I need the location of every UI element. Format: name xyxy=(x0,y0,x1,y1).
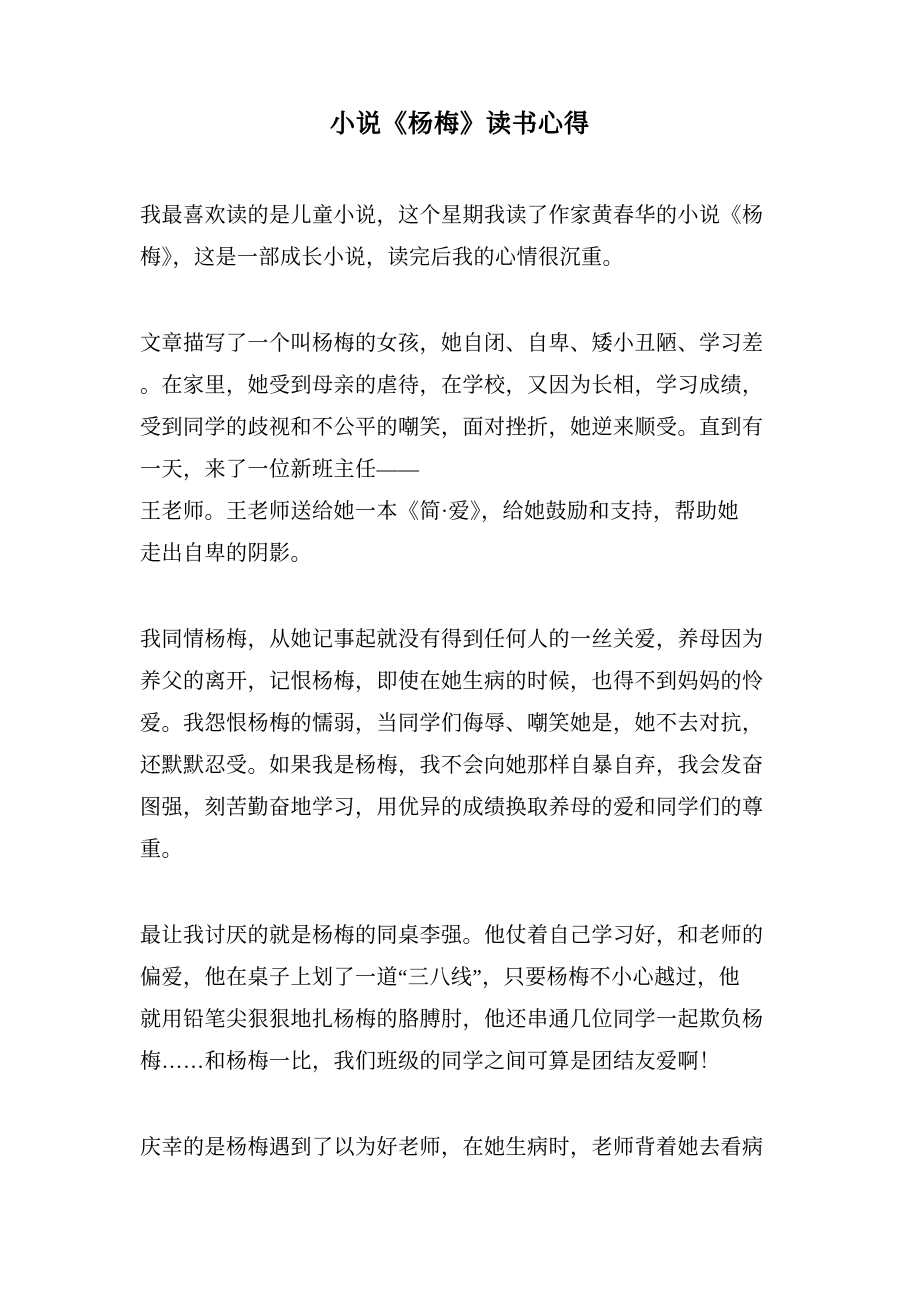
text-line: 梅……和杨梅一比，我们班级的同学之间可算是团结友爱啊！ xyxy=(140,1049,721,1073)
text-line: 养父的离开，记恨杨梅，即使在她生病的时候，也得不到妈妈的怜 xyxy=(140,669,764,693)
document-body xyxy=(140,194,800,1212)
paragraph xyxy=(140,914,800,1082)
text-line: 重。 xyxy=(140,837,183,861)
text-line: 。在家里，她受到母亲的虐待，在学校，又因为长相，学习成绩， xyxy=(140,373,764,397)
text-line: 还默默忍受。如果我是杨梅，我不会向她那样自暴自弃，我会发奋 xyxy=(140,753,764,777)
text-line: 爱。我怨恨杨梅的懦弱，当同学们侮辱、嘲笑她是，她不去对抗， xyxy=(140,711,764,735)
text-line: 最让我讨厌的就是杨梅的同桌李强。他仗着自己学习好，和老师的 xyxy=(140,923,764,947)
text-line: 文章描写了一个叫杨梅的女孩，她自闭、自卑、矮小丑陋、学习差 xyxy=(140,331,764,355)
text-line: 就用铅笔尖狠狠地扎杨梅的胳膊肘，他还串通几位同学一起欺负杨 xyxy=(140,1007,764,1031)
text-line: 一天，来了一位新班主任—— xyxy=(140,457,420,481)
text-line: 庆幸的是杨梅遇到了以为好老师，在她生病时，老师背着她去看病 xyxy=(140,1135,764,1159)
text-line: 偏爱，他在桌子上划了一道“三八线”，只要杨梅不小心越过，他 xyxy=(140,965,741,989)
paragraph xyxy=(140,618,800,870)
paragraph xyxy=(140,194,800,278)
text-line: 图强，刻苦勤奋地学习，用优异的成绩换取养母的爱和同学们的尊 xyxy=(140,795,764,819)
text-line: 我最喜欢读的是儿童小说，这个星期我读了作家黄春华的小说《杨 xyxy=(140,203,764,227)
paragraph xyxy=(140,1126,800,1168)
paragraph xyxy=(140,322,800,574)
document-title: 小说《杨梅》读书心得 xyxy=(329,111,590,138)
text-line: 梅》，这是一部成长小说，读完后我的心情很沉重。 xyxy=(140,245,624,269)
text-line: 走出自卑的阴影。 xyxy=(140,541,312,565)
text-line: 我同情杨梅，从她记事起就没有得到任何人的一丝关爱，养母因为 xyxy=(140,627,764,651)
text-line: 受到同学的歧视和不公平的嘲笑，面对挫折，她逆来顺受。直到有 xyxy=(140,415,764,439)
text-line: 王老师。王老师送给她一本《简·爱》，给她鼓励和支持，帮助她 xyxy=(140,499,739,523)
